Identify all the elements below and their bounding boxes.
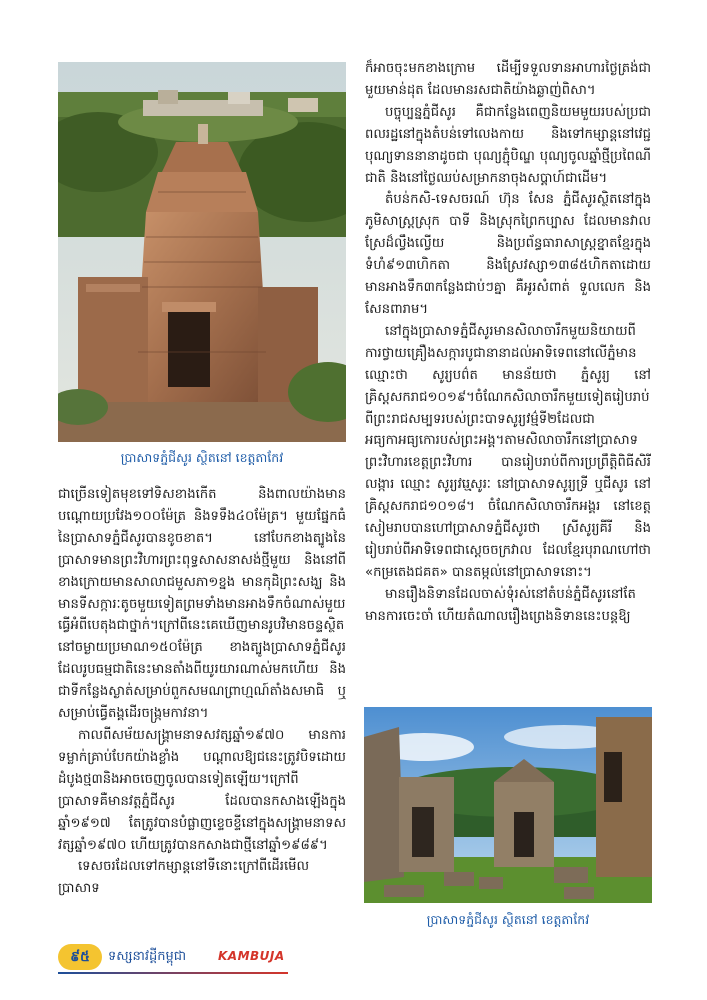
- photo-caption-left: ប្រាសាទភ្នំជីសូរ ស្ថិតនៅ ខេត្តតាកែវ: [120, 450, 284, 465]
- temple-photo-left: [58, 62, 346, 442]
- footer-rule: [58, 972, 288, 974]
- paragraph: មានរឿងនិទានដែលចាស់ទុំរស់នៅតំបន់ភ្នំជីសូរនៅតែមានការចេះចាំ ហើយតំណាលរឿងព្រេងនិទាននេះបន្តឱ្យ: [365, 586, 636, 624]
- temple-illustration-left: [58, 62, 346, 442]
- page-number: ៩៥: [58, 944, 102, 970]
- paragraph: ក៏អាចចុះមកខាងក្រោម ដើម្បីទទួលទានអាហារថ្ងៃត្រង់ជាមួយមាន់ដុត ដែលមានរសជាតិយ៉ាងឆ្ងាញ់ពិសា។: [365, 61, 651, 98]
- magazine-name: ទស្សនាវដ្តីកម្ពុជា: [108, 949, 187, 964]
- paragraph: ទេសចរដែលទៅកម្សាន្តនៅទីនោះក្រៅពីដើរមើលប្រាសាទ: [58, 859, 310, 897]
- paragraph: ជាច្រើនទៀតមុខទៅទិសខាងកើត និងពាលយ៉ាងមានបណ្តោយប្រវែង១០០ម៉ែត្រ និងទទឹង៤០ម៉ែត្រ។ មួយផ្នែកធំ នៃប្រាសាទភ្នំជីសូរបានខូចខាត។ នៅបែកខាងត្បូងនៃប្រាសាទមានព្រះវិហារព្រះពុទ្ធសាសនាសង់ថ្មីមួយ និងនៅពីខាងក្រោយមានសាលាជមួសភា១ខ្នង មានកុដិព្រះសង្ឃ និងមានទីសក្ការៈតូចមួយទៀតព្រមទាំងមានអាងទឹកចំណាស់មួយធ្វើអំពីបេតុងជាថ្នាក់។ក្រៅពីនេះគេឃើញមានរូបវិមានចន្ទស្ថិតនៅចម្ងាយប្រមាណ១៥០ម៉ែត្រ ខាងត្បូងប្រាសាទភ្នំជីសូរ ដែលរូបធម្មជាតិនេះមានតាំងពីយូរយារណាស់មកហើយ និងជាទីកន្លែងស្ងាត់សម្រាប់ពួកសមណព្រាហ្មណ៍តាំងសមាធិ ឬសម្រាប់ធ្វើតង្គដើរចង្ក្រមកាវនា។: [58, 487, 346, 722]
- article-column-left: [58, 484, 346, 900]
- paragraph: បច្ចុប្បន្នភ្នំជីសូរ គឺជាកន្លែងពេញនិយមមួយរបស់ប្រជាពលរដ្ឋនៅក្នុងតំបន់ទៅលេងកាយ និងទៅកម្សាន្តនៅវេជ្ជបុណ្យទាននានាដូចជា បុណ្យភ្ជុំបិណ្ឌ បុណ្យចូលឆ្នាំថ្មីប្រពៃណីជាតិ និងនៅថ្ងៃឈប់សម្រាកនាចុងសប្តាហ៍ជាដើម។: [365, 104, 651, 186]
- article-column-right: [365, 58, 651, 628]
- paragraph: តំបន់កសិ-ទេសចរណ៍ ហ៊ុន សែន ភ្នំជីសូរស្ថិតនៅក្នុងភូមិសាស្ត្រស្រុក បាទី និងស្រុកព្រៃកប្បាស ដែលមានវាលស្រែដ៏ល្វឹងល្វើយ និងប្រព័ន្ធធារាសាស្ត្រខ្នាតខ្មែរក្នុងទំហំ៩១៣ហិកតា និងស្រែវស្សា១៣៨៥ហិកតាដោយមានអាងទឹក៣កន្លែងជាប់ៗគ្នា គឺអូរសំពាត់ ទួលលេក និងសែនពារាម។: [365, 192, 651, 317]
- paragraph: កាលពីសម័យសង្គ្រាមនាទសវត្សឆ្នាំ១៩៧០ មានការទម្លាក់គ្រាប់បែកយ៉ាងខ្លាំង បណ្តាលឱ្យជនេះត្រូវបិទដោយដំបូងថ្ម៣និងអាចចេញចូលបានទៀតឡើយ។ក្រៅពីប្រាសាទគឺមានវត្តភ្នំជីសូរ ដែលបានកសាងឡើងក្នុងឆ្នាំ១៩១៧ តែត្រូវបានបំផ្លាញខ្ទេចខ្ទីនៅក្នុងសង្គ្រាមនាទសវត្សឆ្នាំ១៩៧០ ហើយត្រូវបានកសាងជាថ្មីនៅឆ្នាំ១៩៨៩។: [58, 727, 346, 853]
- magazine-brand: KAMBUJA: [218, 949, 285, 963]
- temple-illustration-right: [364, 707, 652, 903]
- photo-caption-right: ប្រាសាទភ្នំជីសូរ ស្ថិតនៅ ខេត្តតាកែវ: [426, 912, 590, 927]
- temple-photo-right: [364, 707, 652, 903]
- page-footer: [58, 944, 658, 976]
- paragraph: នៅក្នុងប្រាសាទភ្នំជីសូរមានសិលាចារឹកមួយនិយាយពីការថ្វាយគ្រឿងសក្ការបូជានានាដល់អាទិទេពនៅលើភ្នំមានឈ្មោះថា សូរ្យបព៌ត មានន័យថា ភ្នំសូរ្យ នៅគ្រិស្តសករាជ១០១៩។ចំណែកសិលាចារឹកមួយទៀតរៀបរាប់ពីព្រះរាជសម្បទរបស់ព្រះបាទសូរ្យវម៌្មទី២ដែលជាអធ្យកាអធ្យកោរបស់ព្រះអង្គ។តាមសិលាចារឹកនៅប្រាសាទព្រះវិហារខេត្តព្រះវិហារ បានរៀបរាប់ពីការប្រព្រឹត្តិពិធីសិរីលង្ការ ឈ្មោះ សូរ្យវរ្មេសូរៈ នៅប្រាសាទសូរ្យទ្រី ឬជីសូរ នៅគ្រិស្តសករាជ១០១៨។ ចំណែកសិលាចារឹកអង្គរ នៅខេត្តសៀមរាបបានហៅប្រាសាទភ្នំជីសូរថា ស្រីសូរ្យគីរី និងរៀបរាប់ពីអាទិទេពជាស្តេចចក្រវាល ដែលខ្មែរបុរាណហៅថា «កម្រតេងជគត» បានតម្កល់នៅប្រាសាទនោះ។: [365, 323, 651, 580]
